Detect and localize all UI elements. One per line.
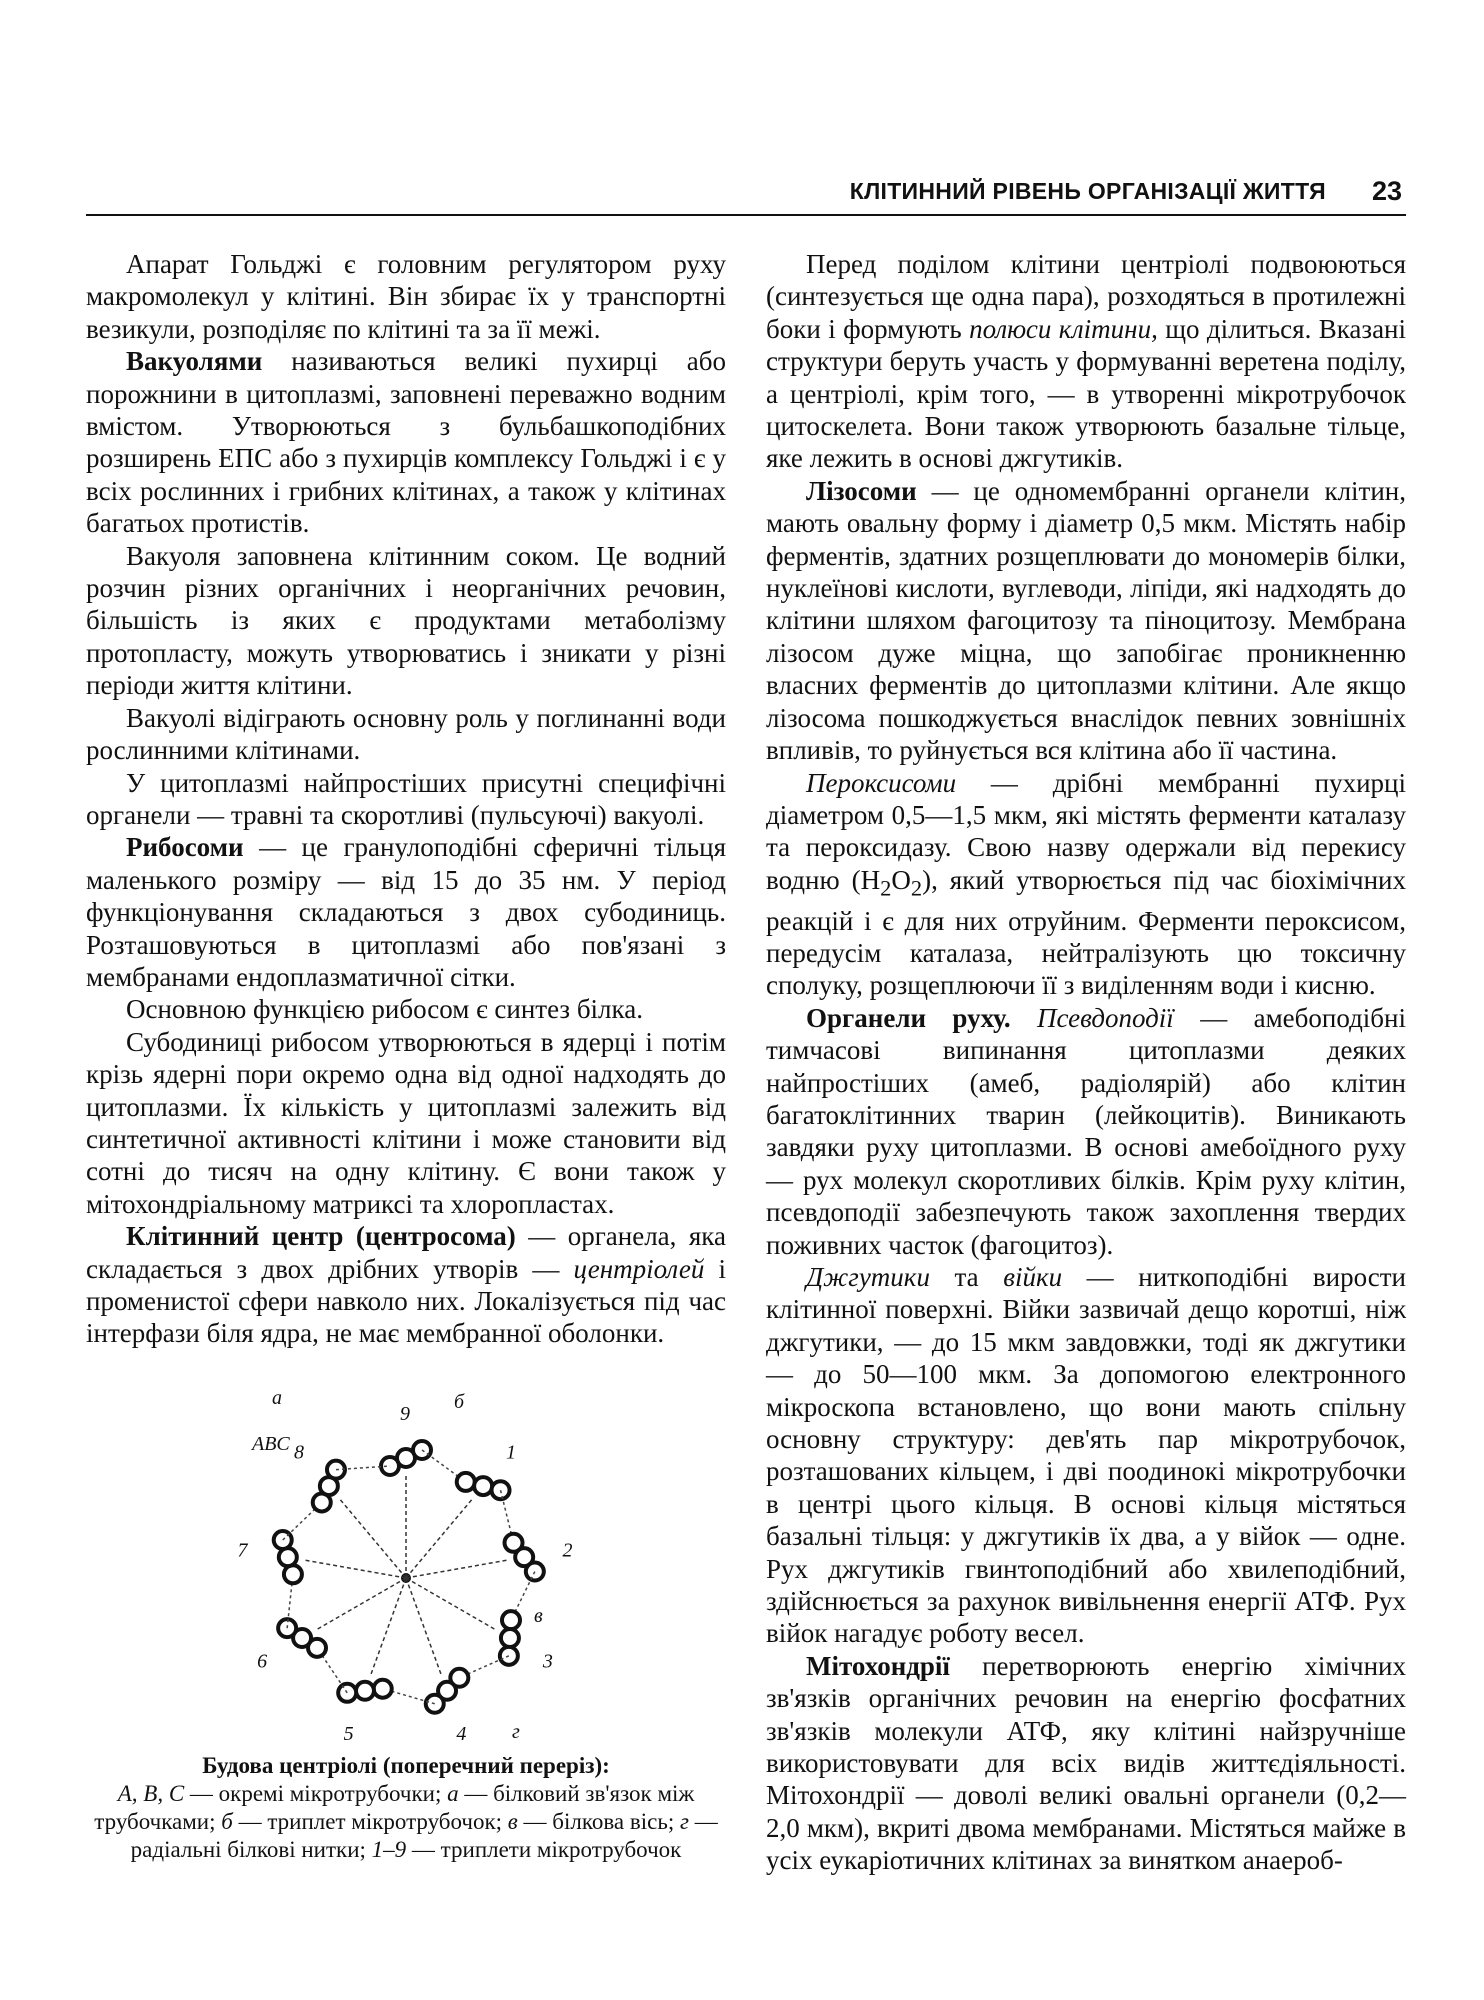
triplet-number: 8 <box>293 1441 304 1464</box>
microtubule <box>374 1680 392 1698</box>
radial-protein-thread <box>318 1578 406 1629</box>
microtubule <box>338 1684 356 1702</box>
paragraph-centriole-division: Перед поділом клітини центріолі подвоюються (синтезується ще одна пара), розходяться в протилежні боки і формують полюси клітини, що ділиться. Вказані структури беруть участь у формуванні веретена поділу, а центріолі, крім того, — в утворенні мікротрубочок цитоскелета. Вони також утворюють базальне тільце, яке лежить в основі джгутиків. <box>766 249 1407 474</box>
caption-title: Будова центріолі (поперечний переріз): <box>202 1753 610 1778</box>
radial-protein-thread <box>406 1560 506 1578</box>
centriole-diagram <box>216 1390 596 1760</box>
radial-protein-thread <box>306 1560 406 1578</box>
microtubule <box>356 1682 374 1700</box>
paragraph-lysosomes: Лізосоми — це одномембранні органели клітин, мають овальну форму і діаметр 0,5 мкм. Містять набір ферментів, здатних розщеплювати до мономерів білки, нуклеїнові кислоти, вуглеводи, ліпіди, які надходять до клітини шляхом фагоцитозу та піноцитозу. Мембрана лізосом дуже міцна, що запобігає проникненню власних ферментів до цитоплазми клітини. Але якщо лізосома пошкоджується внаслідок певних зовнішніх впливів, то руйнується вся клітина або її частина. <box>766 475 1406 766</box>
right-column <box>766 248 1406 1877</box>
term-peroxisomes: Пероксисоми <box>806 767 957 798</box>
paragraph-ribosomes: Рибосоми — це гранулоподібні сферичні тільця маленького розміру — від 15 до 35 нм. У період функціонування складаються з двох субодиниць. Розташовуються в цитоплазмі або пов'язані з мембранами ендоплазматичної сітки. <box>86 832 726 992</box>
label-a: а <box>272 1390 282 1409</box>
term-lysosomes: Лізосоми <box>806 475 917 506</box>
triplet-number: 2 <box>562 1539 573 1562</box>
microtubule <box>501 1629 519 1647</box>
paragraph-vacuole-sap: Вакуоля заповнена клітинним соком. Це водний розчин різних органічних і неорганічних речовин, більшість із яких є продуктами метаболізму протопласту, можуть утворюватись і зникати у різні періоди життя клітини. <box>86 540 726 701</box>
radial-protein-thread <box>406 1578 441 1674</box>
page-number: 23 <box>1371 176 1402 206</box>
triplet-number: 3 <box>542 1650 553 1673</box>
term-motion-organelles: Органели руху. <box>806 1002 1011 1033</box>
term-vacuoles: Вакуолями <box>126 346 263 377</box>
microtubule <box>474 1477 492 1495</box>
paragraph-ribosome-subunits: Субодиниці рибосом утворюються в ядерці і потім крізь ядерні пори окремо одна від одної надходять до цитоплазми. Їх кількість у цитоплазмі залежить від синтетичної активності клітини і може становити від сотні до тисяч на одну клітину. Є вони також у мітохондріальному матриксі та хлоропластах. <box>86 1026 726 1219</box>
paragraph-vacuoles: Вакуолями називаються великі пухирці або порожнини в цитоплазмі, заповнені переважно водним вмістом. Утворюються з бульбашкоподібних розширень ЕПС або з пухирців комплексу Гольджі і є у всіх рослинних і грибних клітинах, а також у клітинах багатьох протистів. <box>86 346 726 539</box>
chapter-title: КЛІТИННИЙ РІВЕНЬ ОРГАНІЗАЦІЇ ЖИТТЯ <box>849 178 1326 204</box>
triplet-number: 5 <box>343 1723 354 1746</box>
microtubule <box>526 1563 544 1581</box>
radial-protein-thread <box>406 1578 494 1629</box>
triplet-number: 9 <box>400 1403 410 1425</box>
triplet-number: 1 <box>506 1441 517 1464</box>
paragraph-golgi: Апарат Гольджі є головним регулятором руху макромолекул у клітині. Він збирає їх у транспортні везикули, розподіляє по клітині та за її межі. <box>86 249 726 344</box>
running-header <box>86 174 1406 216</box>
triplet-number: 6 <box>257 1650 268 1673</box>
left-column <box>86 248 726 1350</box>
triplet-number: 7 <box>237 1539 248 1562</box>
label-v: в <box>534 1605 543 1627</box>
radial-protein-thread <box>371 1578 406 1674</box>
label-g: г <box>512 1721 520 1743</box>
radial-protein-thread <box>406 1500 472 1578</box>
microtubule <box>457 1473 475 1491</box>
paragraph-vacuole-role: Вакуолі відіграють основну роль у поглинанні води рослинними клітинами. <box>86 702 726 766</box>
paragraph-centrosome: Клітинний центр (центросома) — органела, яка складається з двох дрібних утворів — центріолей і променистої сфери навколо них. Локалізується під час інтерфази біля ядра, не має мембранної оболонки. <box>86 1221 726 1349</box>
paragraph-mitochondria: Мітохондрії перетворюють енергію хімічних зв'язків органічних речовин на енергію фосфатних зв'язків молекули АТФ, яку клітині найзручніше використовувати для всіх видів життєдіяльності. Мітохондрії — доволі великі овальні органели (0,2—2,0 мкм), вкриті двома мембранами. Містяться майже в усіх еукаріотичних клітинах за винятком анаероб- <box>766 1650 1406 1876</box>
paragraph-motion-organelles: Органели руху. Псевдоподії — амебоподібні тимчасові випинання цитоплазми деяких найпростіших (амеб, радіолярій) або клітин багатоклітинних тварин (лейкоцитів). Виникають завдяки руху цитоплазми. В основі амебоїдного руху — рух молекул скоротливих білків. Крім руху клітин, псевдоподії забезпечують також захоплення твердих поживних часток (фагоцитоз). <box>766 1002 1406 1260</box>
paragraph-protist-vacuoles: У цитоплазмі найпростіших присутні специфічні органели — травні та скоротливі (пульсуючі) вакуолі. <box>86 767 726 830</box>
paragraph-flagella-cilia: Джгутики та війки — ниткоподібні вирости клітинної поверхні. Війки зазвичай дещо коротші, ніж джгутики, — до 15 мкм завдовжки, тоді як джгутики — до 50—100 мкм. За допомогою електронного мікроскопа встановлено, що вони мають спільну основну структуру: дев'ять пар мікротрубочок, розташованих кільцем, і дві поодинокі мікротрубочки в центрі цього кільця. В основі кільця містяться базальні тільця: у джгутиків їх два, а у війок — одне. Рух джгутиків гвинтоподібний або хвилеподібний, здійснюється за рахунок вивільнення енергії АТФ. Рух війок нагадує роботу весел. <box>766 1261 1406 1649</box>
label-abc: ABC <box>252 1433 290 1455</box>
term-mitochondria: Мітохондрії <box>806 1650 950 1681</box>
paragraph-peroxisomes: Пероксисоми — дрібні мембранні пухирці діаметром 0,5—1,5 мкм, які містять ферменти каталазу та пероксидазу. Свою назву одержали від перекису водню $(H_2O_2)$, який утворюється під час біохімічних реакцій і є для них отруйним. Ферменти пероксисом, передусім каталаза, нейтралізують цю токсичну сполуку, розщеплюючи її з виділенням води і кисню. <box>766 767 1407 1001</box>
microtubule <box>502 1611 520 1629</box>
triplet-number: 4 <box>456 1723 467 1746</box>
paragraph-ribosome-function: Основною функцією рибосом є синтез білка. <box>126 994 643 1025</box>
label-b: б <box>454 1391 465 1413</box>
term-ribosomes: Рибосоми <box>126 832 244 863</box>
figure-caption: Будова центріолі (поперечний переріз): A, B, C — окремі мікротрубочки; а — білковий зв'язок між трубочками; б — триплет мікротрубочок; в — білкова вісь; г — радіальні білкові нитки; 1–9 — триплети мікротрубочок <box>86 1752 726 1864</box>
radial-protein-thread <box>340 1500 406 1578</box>
term-centrosome: Клітинний центр (центросома) <box>126 1221 516 1252</box>
